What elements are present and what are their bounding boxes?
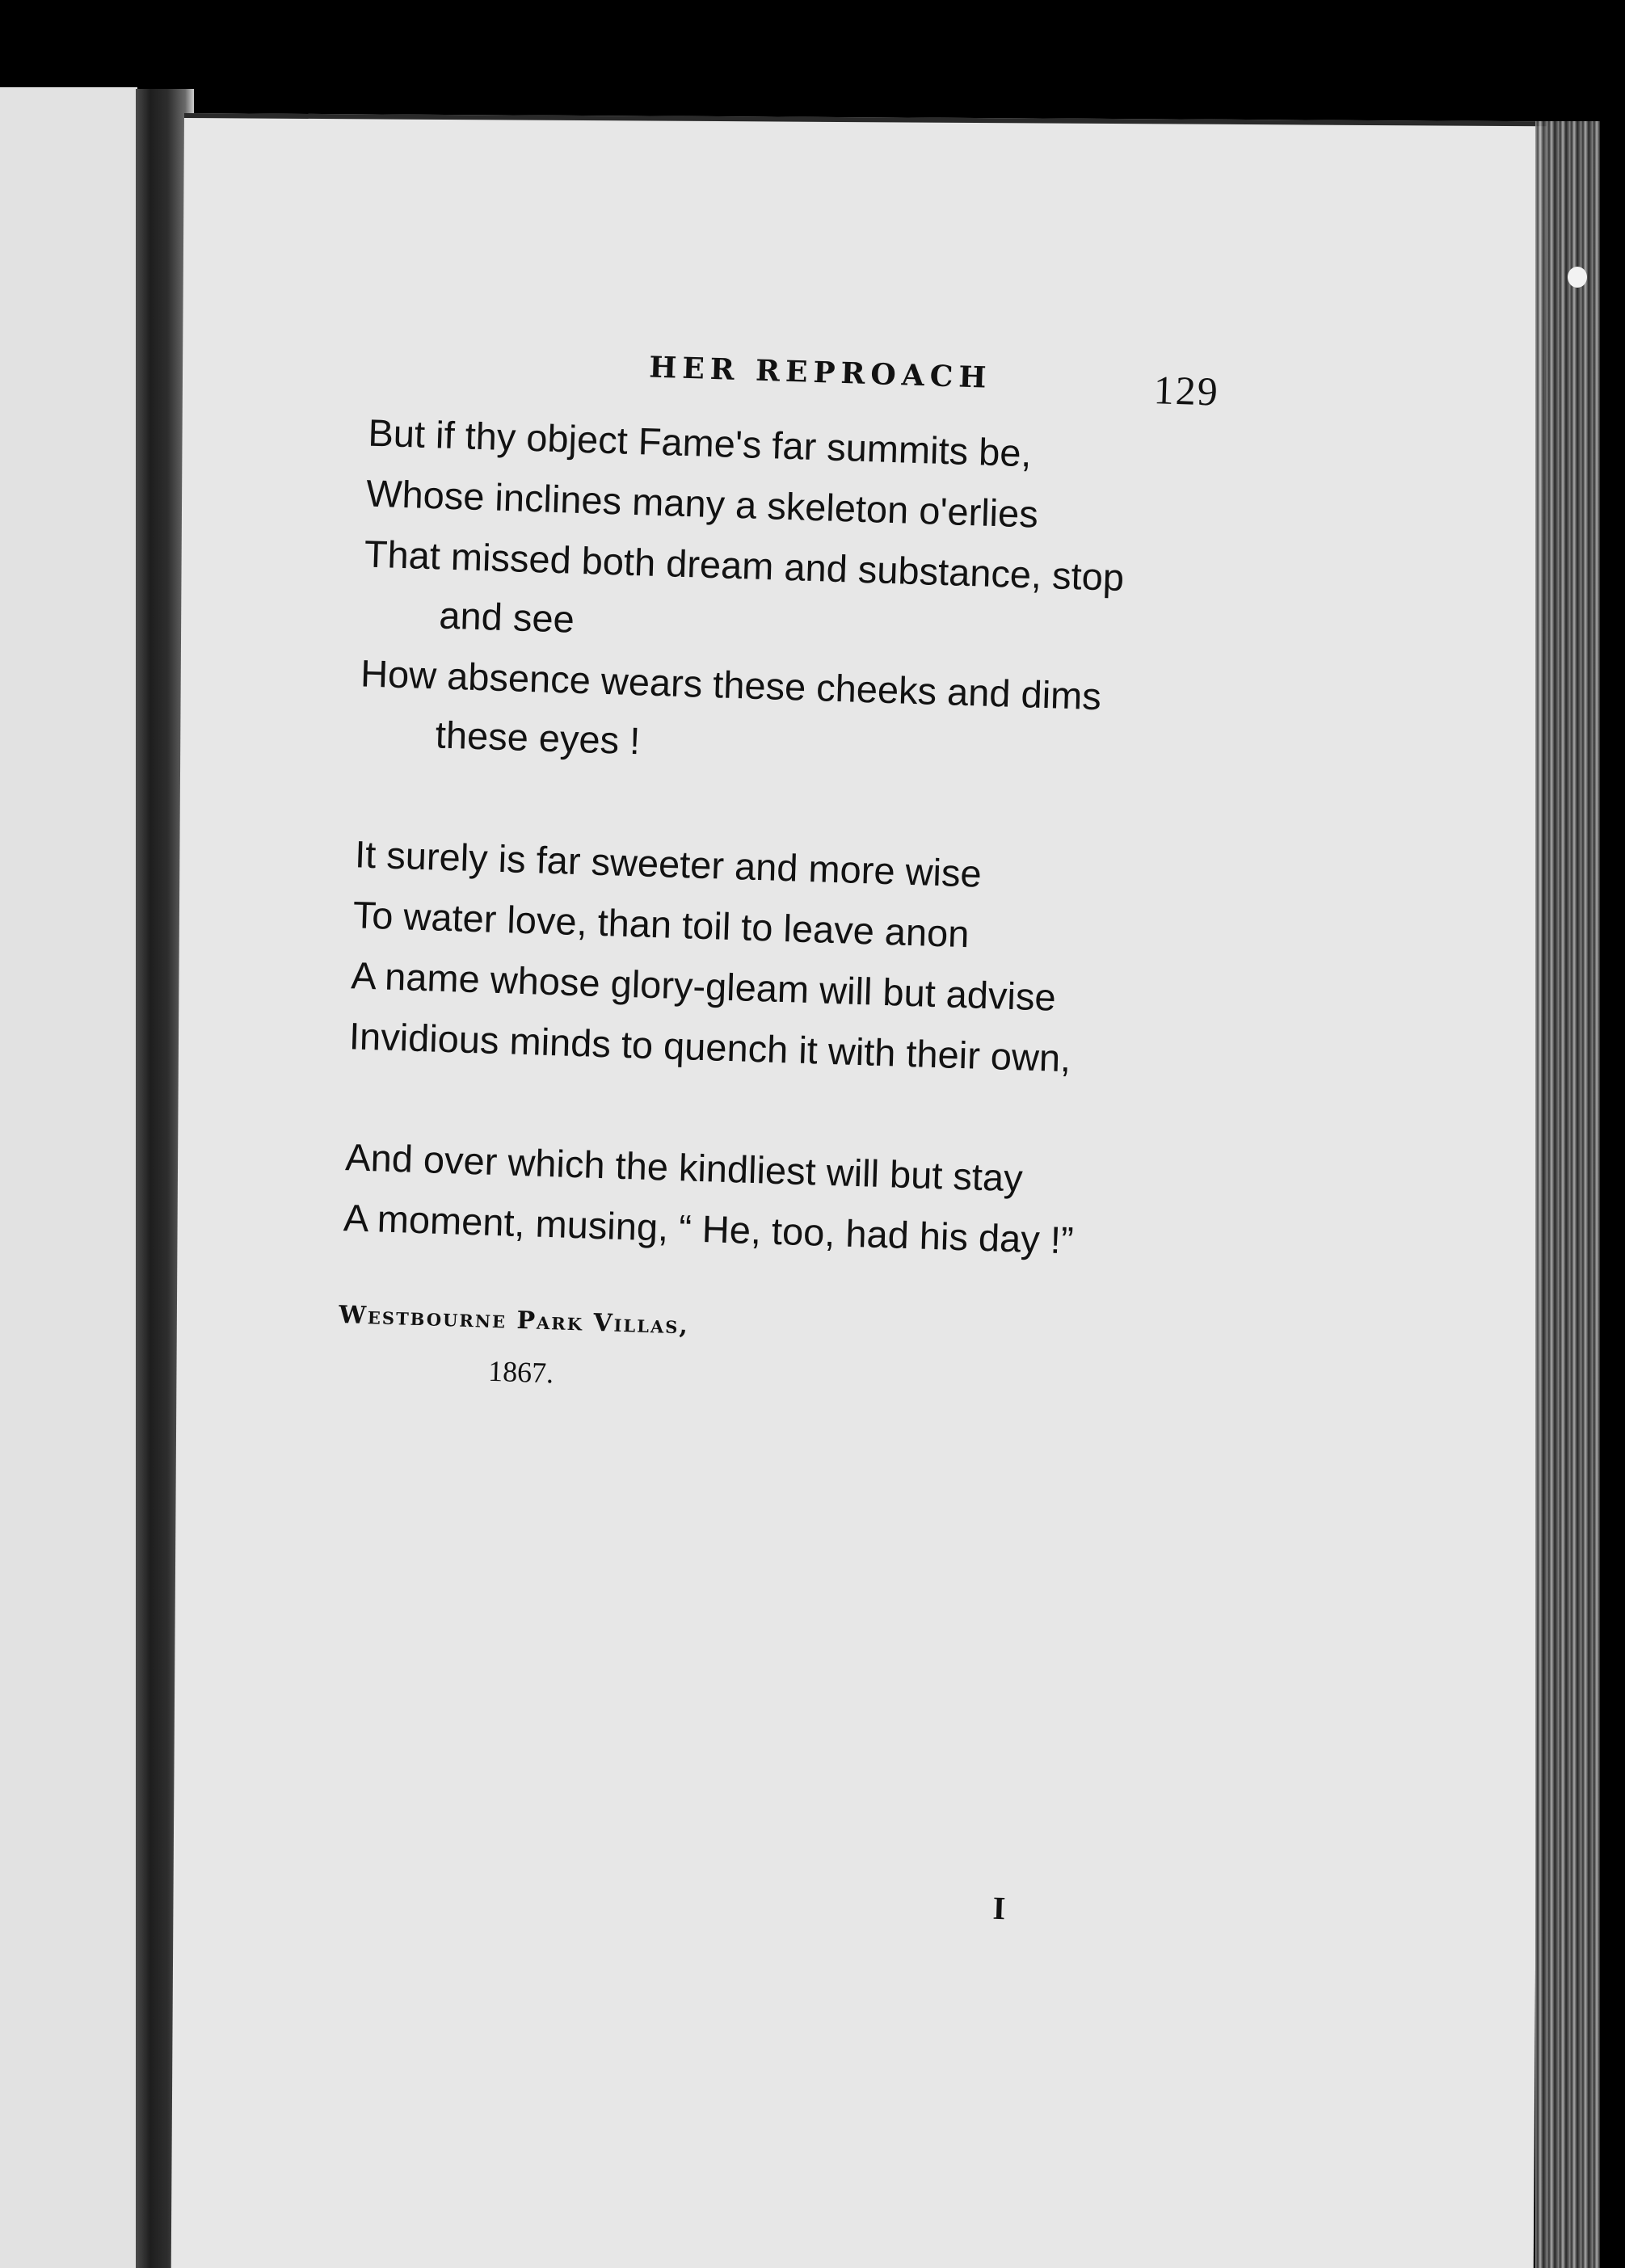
poem-line: and see: [438, 593, 575, 641]
poem-line: Invidious minds to quench it with their own,: [348, 1014, 1072, 1080]
poem-line: That missed both dream and substance, stop: [364, 532, 1125, 600]
poem-line: Whose inclines many a skeleton o'erlies: [365, 471, 1039, 536]
poem-line: It surely is far sweeter and more wise: [354, 832, 983, 895]
place-attribution: Westbourne Park Villas,: [338, 1300, 690, 1340]
poem-line: these eyes !: [435, 713, 642, 763]
poem-line: How absence wears these cheeks and dims: [360, 651, 1102, 718]
poem-line: A moment, musing, “ He, too, had his day !”: [343, 1196, 1075, 1262]
poem-line: To water love, than toil to leave anon: [352, 893, 970, 956]
poem-line: A name whose glory-gleam will but advise: [350, 953, 1057, 1019]
running-head: HER REPROACH: [648, 350, 992, 395]
poem-line: But if thy object Fame's far summits be,: [367, 410, 1033, 475]
date-attribution: 1867.: [487, 1354, 554, 1390]
signature-mark: I: [991, 1889, 1006, 1927]
page-number: 129: [1152, 367, 1220, 414]
poem-line: And over which the kindliest will but stay: [344, 1135, 1024, 1200]
